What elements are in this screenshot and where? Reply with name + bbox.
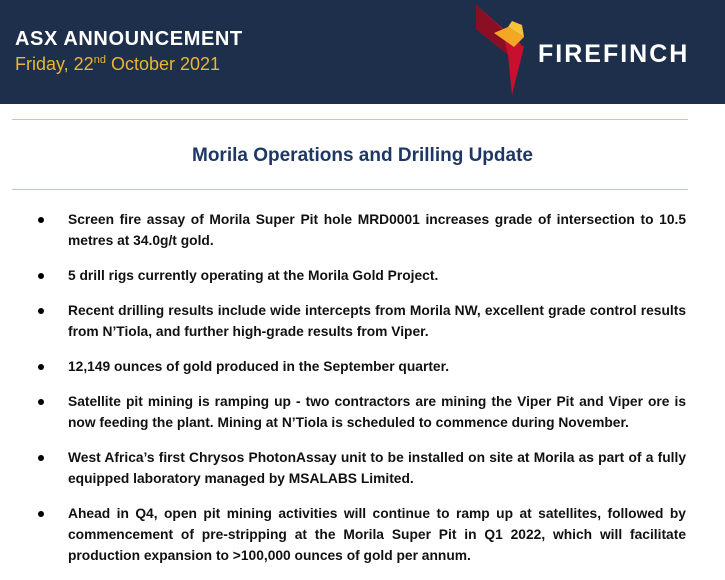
header-banner — [0, 0, 725, 104]
bullet-dot-icon — [38, 399, 44, 405]
document-title: Morila Operations and Drilling Update — [192, 145, 533, 166]
announcement-label: ASX ANNOUNCEMENT — [15, 28, 243, 50]
brand-wordmark: FIREFINCH — [538, 40, 690, 68]
list-item-text: Screen fire assay of Morila Super Pit hole MRD0001 increases grade of intersection to 10.5 metres at 34.0g/t gold. — [68, 212, 686, 248]
date-month-year: October 2021 — [105, 54, 221, 74]
date-day: Friday, 22 — [15, 54, 94, 74]
list-item-text: Recent drilling results include wide intercepts from Morila NW, excellent grade control results from N’Tiola, and further high-grade results from Viper. — [68, 303, 686, 339]
bullet-dot-icon — [38, 455, 44, 461]
list-item-text: Ahead in Q4, open pit mining activities will continue to ramp up at satellites, followed by commencement of pre-stripping at the Morila Super Pit in Q1 2022, which will facilitate production expansion to >100,000 ounces of gold per annum. — [68, 506, 686, 563]
bullet-dot-icon — [38, 217, 44, 223]
list-item — [0, 503, 725, 566]
list-item — [0, 209, 725, 251]
list-item — [0, 356, 725, 377]
list-item — [0, 300, 725, 342]
title-rule-top — [12, 119, 688, 120]
list-item — [0, 447, 725, 489]
list-item — [0, 265, 725, 286]
list-item-text: West Africa’s first Chrysos PhotonAssay unit to be installed on site at Morila as part of a fully equipped laboratory managed by MSALABS Limited. — [68, 450, 686, 486]
bullet-dot-icon — [38, 364, 44, 370]
title-rule-bottom — [12, 189, 688, 190]
bullet-dot-icon — [38, 308, 44, 314]
date-ordinal: nd — [93, 54, 106, 66]
bullet-dot-icon — [38, 511, 44, 517]
bullet-dot-icon — [38, 273, 44, 279]
list-item-text: Satellite pit mining is ramping up - two contractors are mining the Viper Pit and Viper ore is now feeding the plant. Mining at N’Tiola is scheduled to commence during November. — [68, 394, 686, 430]
list-item — [0, 391, 725, 433]
highlights-list — [0, 209, 725, 580]
announcement-date — [15, 54, 220, 75]
firefinch-bird-icon — [472, 3, 538, 99]
list-item-text: 5 drill rigs currently operating at the Morila Gold Project. — [68, 268, 439, 283]
list-item-text: 12,149 ounces of gold produced in the September quarter. — [68, 359, 450, 374]
